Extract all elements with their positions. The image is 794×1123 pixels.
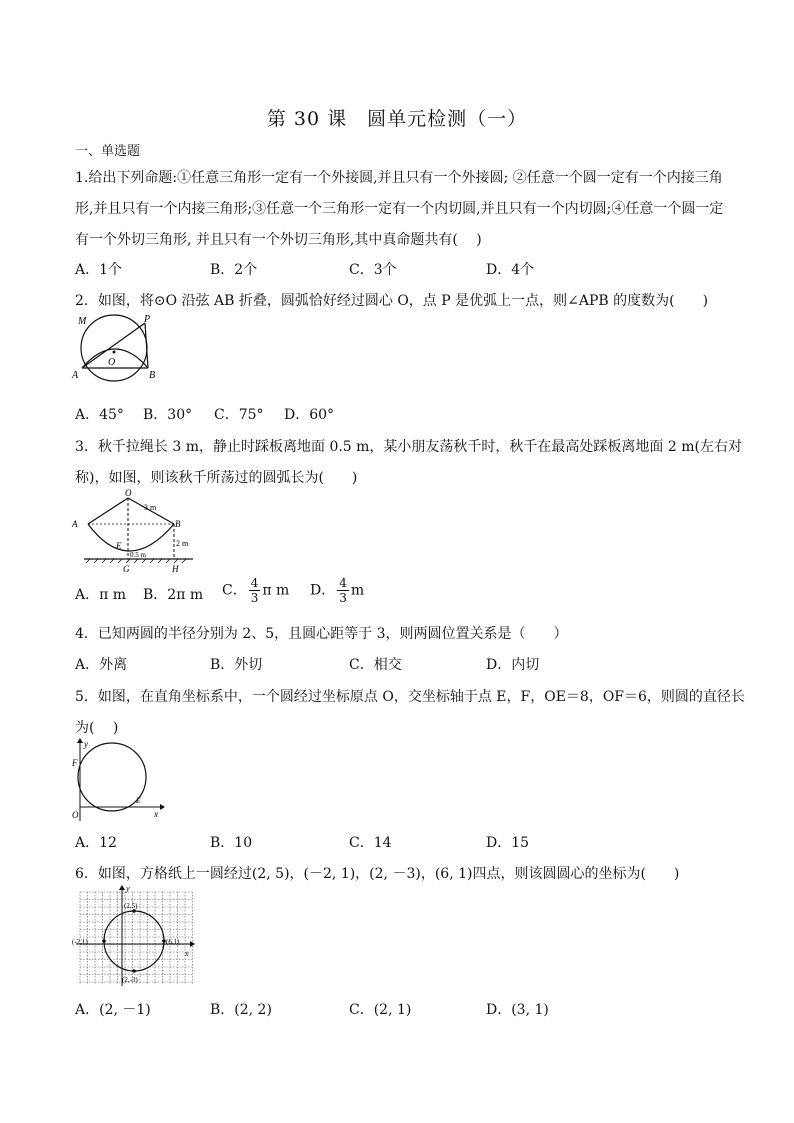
- q6-label-y: y: [126, 884, 130, 893]
- q1-option-d: D．4个: [486, 262, 535, 278]
- q3-arc: [88, 524, 174, 551]
- q1-option-b: B．2个: [210, 262, 258, 278]
- q3-option-d: [310, 576, 364, 605]
- q5-label-x: x: [154, 809, 158, 819]
- q3-option-c-suffix: π m: [262, 582, 290, 599]
- q2-option-a: A．45°: [75, 407, 124, 423]
- q6-option-d: D．(3, 1): [486, 1002, 549, 1018]
- q5-label-e: E: [136, 796, 141, 805]
- q6-label-p4: (2,-3): [122, 976, 138, 984]
- q3-label-rope: 3 m: [144, 503, 157, 512]
- q3-option-d-den: 3: [339, 591, 347, 605]
- q4-option-c: C．相交: [349, 657, 402, 673]
- q6-line1: 6．如图，方格纸上一圆经过(2, 5)，(－2, 1)，(2, －3)，(6, 1)四点，则该圆圆心的坐标为( ): [75, 866, 680, 882]
- q4-option-d: D．内切: [486, 657, 540, 673]
- q6-point-left: [102, 939, 106, 943]
- q3-label-b: B: [175, 519, 181, 529]
- q3-option-c: [222, 576, 289, 605]
- q5-y-arrow: [77, 738, 83, 743]
- q3-option-b: B．2π m: [143, 587, 204, 603]
- q3-line1: 3．秋千拉绳长 3 m，静止时踩板离地面 0.5 m，某小朋友荡秋千时，秋千在最高处踩板离地面 2 m(左右对: [75, 439, 742, 455]
- q1-line3: 有一个外切三角形, 并且只有一个外切三角形,其中真命题共有( ): [75, 232, 482, 248]
- q6-option-b: B．(2, 2): [210, 1002, 272, 1018]
- q3-option-c-prefix: C．: [222, 582, 247, 599]
- q3-line2: 称)，如图，则该秋千所荡过的圆弧长为( ): [75, 470, 358, 486]
- q3-option-c-fraction: [249, 576, 261, 605]
- q4-option-b: B．外切: [210, 657, 263, 673]
- q6-point-bottom: [132, 969, 136, 973]
- q1-line2: 形,并且只有一个内接三角形;③任意一个三角形一定有一个内切圆,并且只有一个内切圆;④任意一个圆一定: [75, 201, 724, 217]
- q6-label-x: x: [185, 949, 189, 958]
- q3-option-d-prefix: D．: [310, 582, 336, 599]
- q2-option-c: C．75°: [214, 407, 264, 423]
- q2-center-dot: [113, 351, 116, 354]
- q2-label-b: B: [149, 370, 156, 381]
- section-heading: 一、单选题: [75, 144, 141, 159]
- q2-label-m: M: [78, 316, 87, 327]
- q5-option-d: D．15: [486, 835, 530, 851]
- q2-option-b: B．30°: [143, 407, 193, 423]
- q3-label-g: G: [123, 564, 130, 574]
- q5-x-arrow: [160, 804, 165, 810]
- q1-line1: 1.给出下列命题:①任意三角形一定有一个外接圆,并且只有一个外接圆; ②任意一个圆一定有一个内接三角: [75, 170, 723, 186]
- q2-circle: [81, 315, 147, 381]
- q5-option-c: C．14: [349, 835, 392, 851]
- q2-label-a: A: [72, 370, 79, 381]
- q4-line1: 4．已知两圆的半径分别为 2、5，且圆心距等于 3，则两圆位置关系是（ ）: [75, 626, 568, 642]
- q5-line2: 为( ): [75, 720, 119, 736]
- q6-option-a: A．(2, －1): [75, 1002, 151, 1018]
- q3-option-d-suffix: m: [350, 582, 365, 599]
- q6-label-p3: (6,1): [166, 938, 180, 946]
- q3-label-h: H: [172, 564, 179, 574]
- q4-option-a: A．外离: [75, 657, 128, 673]
- q6-option-c: C．(2, 1): [349, 1002, 412, 1018]
- q1-option-a: A．1个: [75, 262, 123, 278]
- q5-label-y: y: [84, 739, 88, 749]
- q2-label-o: O: [108, 357, 116, 368]
- q3-label-height: 2 m: [176, 539, 189, 548]
- q5-label-o: O: [72, 810, 79, 820]
- q5-label-f: F: [72, 758, 78, 768]
- q2-circle-figure: [68, 312, 168, 384]
- q5-option-b: B．10: [210, 835, 253, 851]
- q3-option-c-den: 3: [250, 591, 259, 605]
- q6-label-p2: (-2,1): [72, 938, 88, 946]
- q3-label-a: A: [72, 519, 78, 529]
- q6-y-arrow: [119, 885, 125, 890]
- q6-grid-figure: [68, 882, 198, 992]
- q2-label-p: P: [144, 314, 151, 325]
- q3-swing-figure: [68, 486, 203, 576]
- q1-option-c: C．3个: [349, 262, 397, 278]
- q3-label-base: 0.5 m: [130, 551, 146, 559]
- q3-label-e: E: [116, 541, 122, 551]
- page-title: 第 30 课 圆单元检测（一）: [266, 108, 528, 130]
- q2-option-d: D．60°: [284, 407, 335, 423]
- q3-option-c-num: 4: [250, 576, 259, 590]
- q5-option-a: A．12: [75, 835, 117, 851]
- q3-option-d-fraction: [337, 576, 349, 605]
- q5-line1: 5．如图，在直角坐标系中，一个圆经过坐标原点 O，交坐标轴于点 E，F，OE＝8，OF＝6，则圆的直径长: [75, 689, 745, 705]
- q2-line-bp: [145, 323, 148, 368]
- q2-line1: 2．如图，将⊙O 沿弦 AB 折叠，圆弧恰好经过圆心 O，点 P 是优弧上一点，则∠APB 的度数为( ): [75, 293, 709, 309]
- q5-coordinate-figure: [68, 735, 168, 823]
- q6-label-p1: (2,5): [124, 902, 138, 910]
- q3-option-a: A．π m: [75, 587, 127, 603]
- q3-label-o: O: [125, 488, 132, 498]
- q3-option-d-num: 4: [339, 576, 347, 590]
- q3-rope-oa: [88, 498, 128, 524]
